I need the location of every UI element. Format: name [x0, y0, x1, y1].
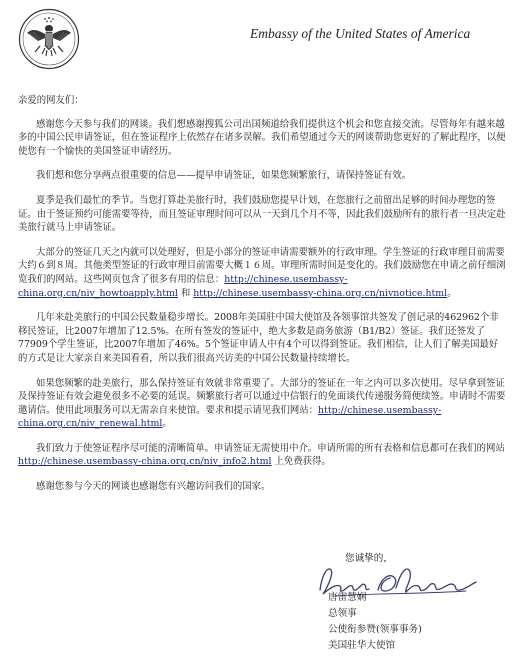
- paragraph-processing-text: 大部分的签证几天之内就可以处理好，但是小部分的签证申请需要额外的行政审理。学生签证的行政审理目前需要大约６到８周。其他类型签证的行政审理目前需要大概１６周。审理所需时间是变化的。我们鼓励您在申请之前仔细浏览我们的网站。这些网页包含了很多有用的信息：: [18, 246, 506, 285]
- paragraph-processing-conj: 和: [177, 287, 194, 299]
- paragraph-processing: [18, 246, 506, 300]
- embassy-title: Embassy of the United States of America: [250, 26, 471, 41]
- paragraph-forms-text: 我们致力于使签证程序尽可能的清晰简单。申请签证无需使用中介。申请所需的所有表格和信息都可在我们的网站: [36, 442, 505, 454]
- letter-body: [18, 94, 506, 505]
- paragraph-intro: 感谢您今天参与我们的网谈。我们想感谢搜狐公司出国频道给我们提供这个机会和您直接交流。尽管每年有越来越多的中国公民申请签证，但在签证程序上依然存在诸多误解。我们希望通过今天的网谈帮助您更好的了解此程序，以便使您有一个愉快的美国签证申请经历。: [18, 118, 506, 157]
- signatory-name: 唐雷慧娴: [328, 592, 367, 603]
- paragraph-forms-end: 上免费获得。: [271, 456, 331, 468]
- signatory-block: [328, 590, 422, 654]
- signatory-title-minister-counselor: 公使衔参赞(领事事务): [328, 624, 422, 635]
- salutation: 亲爱的网友们：: [18, 95, 84, 106]
- signatory-title-consul-general: 总领事: [328, 608, 357, 619]
- paragraph-renewal-text: 如果您频繁的赴美旅行，那么保持签证有效就非常重要了。大部分的签证在一年之内可以多次使用。尽早拿到签证及保持签证有效会避免很多不必要的延误。频繁旅行者可以通过中信银行的免面谈代传递服务简便续签。申请时不需要邀请信。使用此项服务可以无需亲自来使馆。要求和提示请见我们网站：: [18, 377, 506, 416]
- signatory-title-embassy: 美国驻华大使馆: [328, 640, 396, 651]
- link-howtoapply[interactable]: http://chinese.usembassy-china.org.cn/niv_howtoapply.html: [18, 273, 348, 299]
- closing: 您诚挚的，: [345, 553, 393, 564]
- paragraph-key-info: 我们想和您分享两点很重要的信息——提早申请签证，如果您频繁旅行，请保持签证有效。: [36, 170, 412, 182]
- paragraph-renewal: [18, 377, 506, 431]
- paragraph-statistics: 几年来赴美旅行的中国公民数量稳步增长。2008年美国驻中国大使馆及各领事馆共签发了创记录的462962个非移民签证，比2007年增加了12.5%。在所有签发的签证中，绝大多数是商务旅游（B1/B2）签证。我们还签发了77909个学生签证，比2007年增加了46%。5个签证申请人中有4个可以得到签证。我们相信，让人们了解美国最好的方式是让大家亲自来美国看看，所以我们很高兴访美的中国公民数量持续增长。: [18, 312, 499, 364]
- link-niv-renewal[interactable]: http://chinese.usembassy-china.org.cn/niv_renewal.html: [18, 404, 442, 430]
- great-seal-eagle-icon: [18, 8, 80, 70]
- paragraph-renewal-end: 。: [162, 418, 172, 430]
- paragraph-thanks: 感谢您参与今天的网谈也感谢您有兴趣访问我们的国家。: [36, 481, 271, 493]
- link-nivnotice[interactable]: http://chinese.usembassy-china.org.cn/nivnotice.html: [193, 287, 448, 299]
- paragraph-summer: 夏季是我们最忙的季节。当您打算赴美旅行时，我们鼓励您提早计划，在您旅行之前留出足够的时间办理您的签证。由于签证预约可能需要等待，而且签证审理时间可以从一天到几个月不等，因此我们鼓励所有的旅行者一旦决定赴美旅行就马上申请签证。: [18, 194, 506, 234]
- paragraph-forms: [18, 442, 506, 469]
- paragraph-processing-end: 。: [447, 287, 457, 299]
- link-niv-info2[interactable]: http://chinese.usembassy-china.org.cn/niv_info2.html: [18, 456, 272, 468]
